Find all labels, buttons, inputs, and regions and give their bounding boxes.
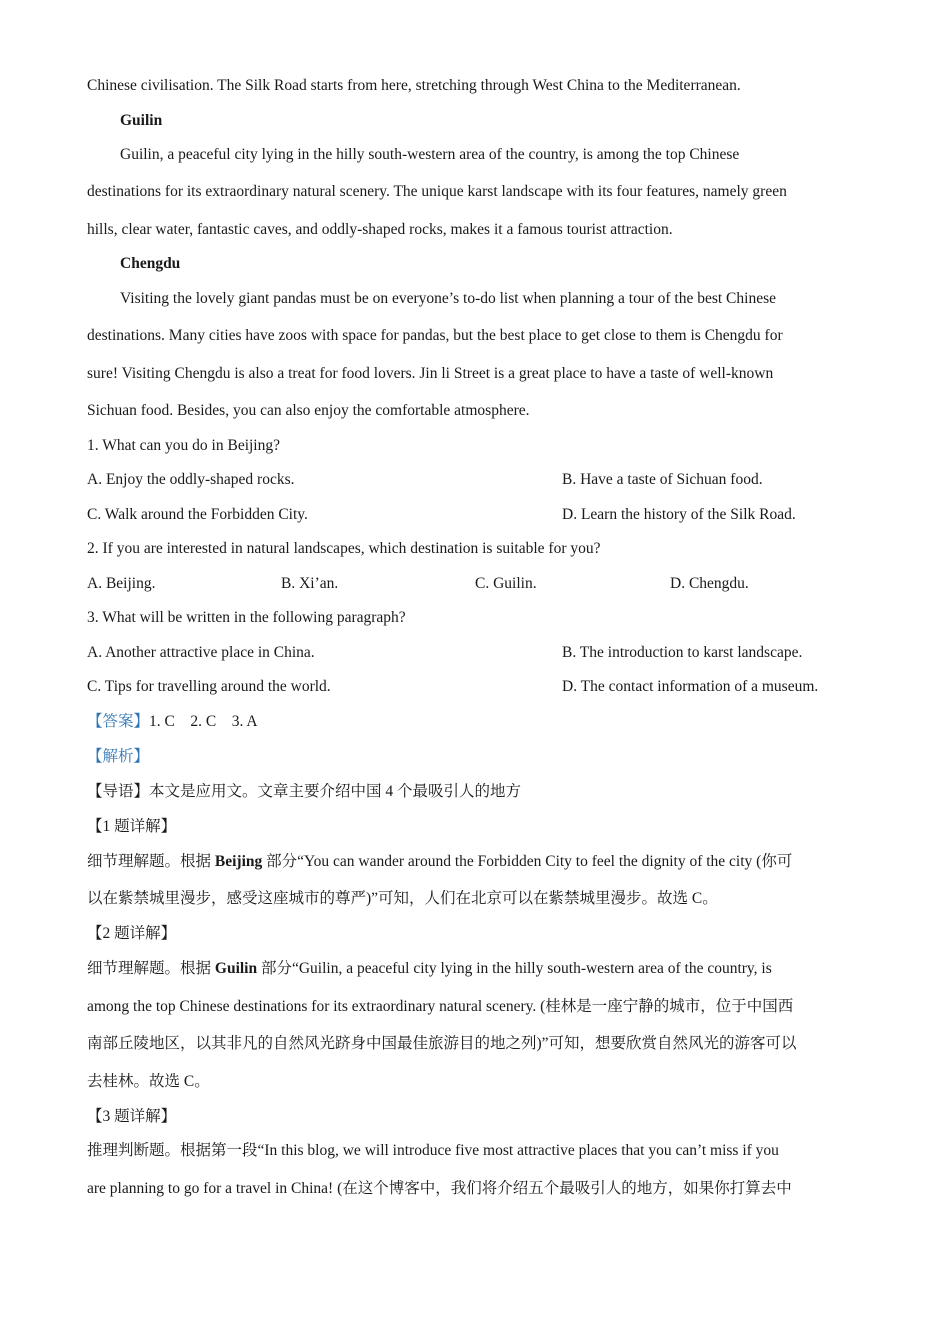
q1-detail-line: 以在紫禁城里漫步，感受这座城市的尊严)”可知，人们在北京可以在紫禁城里漫步。故选 C。 [87,890,718,907]
section-heading-chengdu: Chengdu [120,255,181,272]
q2-detail-line: 去桂林。故选 C。 [87,1073,210,1090]
question-3-option-b: B. The introduction to karst landscape. [562,644,803,661]
q3-detail-line: 推理判断题。根据第一段“In this blog, we will introduce five most attractive places that you can’t miss if you [87,1142,779,1159]
question-1-options-row-2 [87,505,887,525]
question-2-option-a: A. Beijing. [87,575,156,592]
answer-line [87,712,258,732]
q1-detail-text: 细节理解题。根据 [87,853,215,870]
q2-detail-line [87,959,772,979]
section-heading-guilin: Guilin [120,112,163,129]
chengdu-paragraph-line: Visiting the lovely giant pandas must be on everyone’s to-do list when planning a tour of the best Chinese [120,290,776,307]
analysis-guide: 【导语】本文是应用文。文章主要介绍中国 4 个最吸引人的地方 [87,783,522,800]
chengdu-paragraph-line: destinations. Many cities have zoos with space for pandas, but the best place to get close to them is Chengdu for [87,327,783,344]
question-1-options-row-1 [87,470,887,490]
analysis-label: 【解析】 [87,748,150,765]
guilin-paragraph-line: Guilin, a peaceful city lying in the hilly south-western area of the country, is among the top Chinese [120,146,740,163]
question-1-option-d: D. Learn the history of the Silk Road. [562,506,796,523]
question-1-stem: 1. What can you do in Beijing? [87,437,280,454]
question-1-option-c: C. Walk around the Forbidden City. [87,506,308,523]
q1-detail-text: 部分“You can wander around the Forbidden City to feel the dignity of the city (你可 [262,853,793,870]
q2-detail-line: among the top Chinese destinations for its extraordinary natural scenery. (桂林是一座宁静的城市，位于中国西 [87,998,794,1015]
question-3-option-c: C. Tips for travelling around the world. [87,678,331,695]
q2-detail-line: 南部丘陵地区，以其非凡的自然风光跻身中国最佳旅游目的地之列)”可知，想要欣赏自然风光的游客可以 [87,1035,797,1052]
passage-intro-tail: Chinese civilisation. The Silk Road starts from here, stretching through West China to the Mediterranean. [87,77,741,94]
q1-detail-line [87,852,792,872]
question-3-option-a: A. Another attractive place in China. [87,644,315,661]
question-2-option-c: C. Guilin. [475,575,537,592]
guilin-paragraph-line: destinations for its extraordinary natural scenery. The unique karst landscape with its four features, namely green [87,183,787,200]
question-1-option-a: A. Enjoy the oddly-shaped rocks. [87,471,295,488]
question-1-option-b: B. Have a taste of Sichuan food. [562,471,763,488]
chengdu-paragraph-line: Sichuan food. Besides, you can also enjoy the comfortable atmosphere. [87,402,530,419]
question-2-options-row [87,574,887,594]
question-3-stem: 3. What will be written in the following paragraph? [87,609,406,626]
answer-label: 【答案】 [87,713,150,730]
question-2-option-b: B. Xi’an. [281,575,339,592]
q2-detail-text: 细节理解题。根据 [87,960,215,977]
q1-detail-heading: 【1 题详解】 [87,818,177,835]
question-2-stem: 2. If you are interested in natural landscapes, which destination is suitable for you? [87,540,601,557]
question-3-option-d: D. The contact information of a museum. [562,678,819,695]
question-3-options-row-2 [87,677,887,697]
q2-detail-heading: 【2 题详解】 [87,925,177,942]
q1-detail-keyword: Beijing [214,853,263,870]
q2-detail-text: 部分“Guilin, a peaceful city lying in the hilly south-western area of the country, is [257,960,772,977]
question-2-option-d: D. Chengdu. [670,575,749,592]
guilin-paragraph-line: hills, clear water, fantastic caves, and oddly-shaped rocks, makes it a famous tourist attraction. [87,221,673,238]
q2-detail-keyword: Guilin [214,960,258,977]
chengdu-paragraph-line: sure! Visiting Chengdu is also a treat for food lovers. Jin li Street is a great place to have a taste of well-known [87,365,774,382]
answer-text: 1. C 2. C 3. A [149,713,258,730]
q3-detail-heading: 【3 题详解】 [87,1108,177,1125]
question-3-options-row-1 [87,643,887,663]
q3-detail-line: are planning to go for a travel in China! (在这个博客中，我们将介绍五个最吸引人的地方，如果你打算去中 [87,1180,792,1197]
